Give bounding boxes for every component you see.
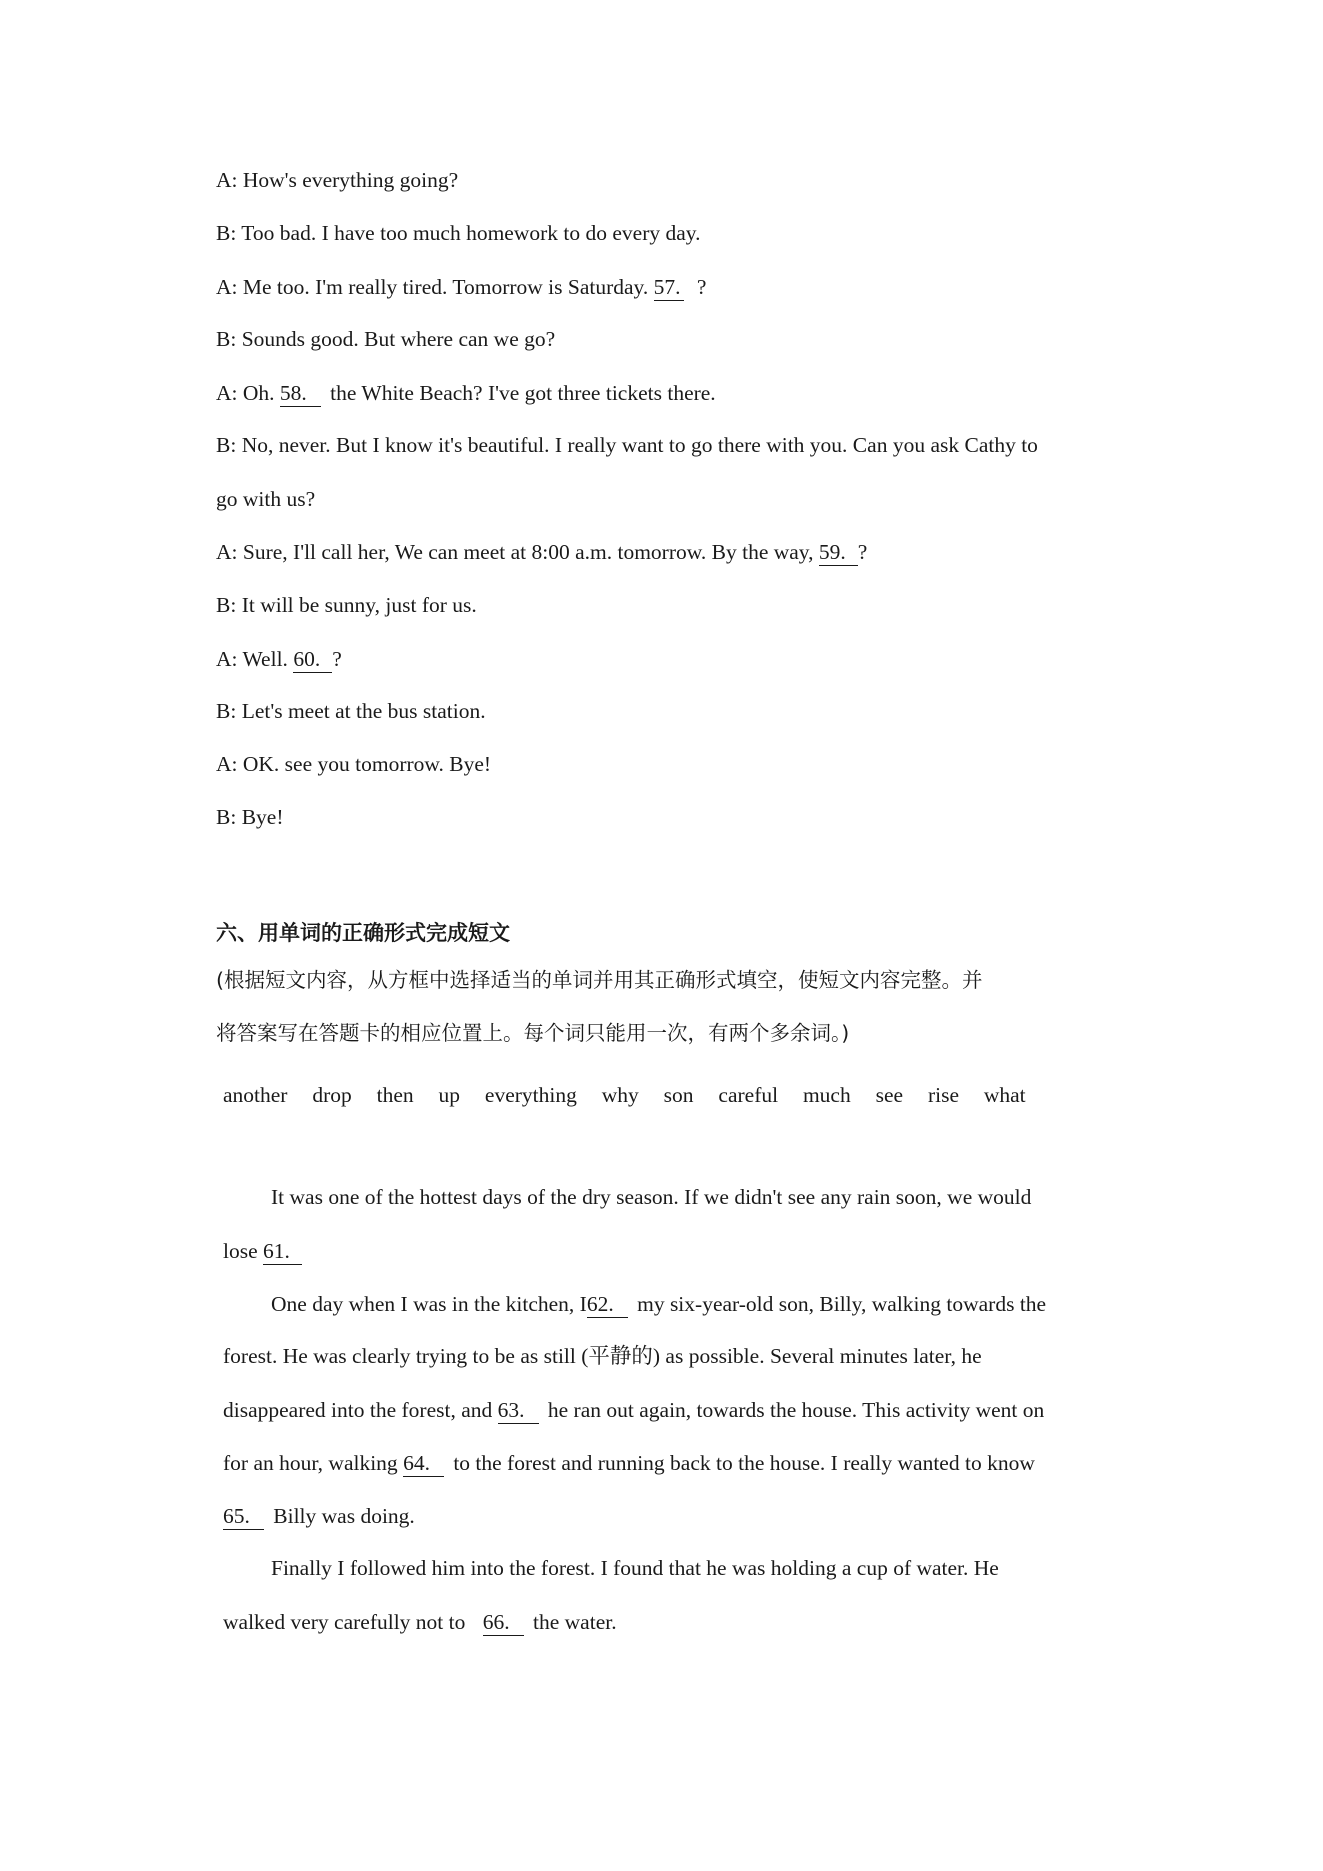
passage-text: my six-year-old son, Billy, walking towards the — [637, 1292, 1047, 1316]
passage-line-7 — [223, 1505, 415, 1530]
blank-62[interactable]: 62. — [587, 1293, 628, 1318]
dialogue-text: A: Me too. I'm really tired. Tomorrow is Saturday. — [216, 275, 649, 299]
blank-59[interactable]: 59. — [819, 541, 858, 566]
blank-64[interactable]: 64. — [403, 1452, 444, 1477]
section-heading: 六、用单词的正确形式完成短文 — [216, 921, 510, 945]
word-bank-item: drop — [312, 1083, 352, 1107]
passage-line-8: Finally I followed him into the forest. I found that he was holding a cup of water. He — [271, 1556, 999, 1580]
dialogue-line-10 — [216, 648, 342, 673]
dialogue-text: the White Beach? I've got three tickets there. — [330, 381, 716, 405]
passage-line-1: It was one of the hottest days of the dry season. If we didn't see any rain soon, we would — [271, 1185, 1032, 1209]
dialogue-text: ? — [696, 275, 707, 299]
section-instructions-1: (根据短文内容，从方框中选择适当的单词并用其正确形式填空，使短文内容完整。并 — [216, 968, 983, 992]
passage-line-9 — [223, 1611, 617, 1636]
passage-text: he ran out again, towards the house. This activity went on — [547, 1398, 1045, 1422]
dialogue-line-3 — [216, 276, 706, 301]
dialogue-line-11: B: Let's meet at the bus station. — [216, 699, 486, 723]
blank-65[interactable]: 65. — [223, 1505, 264, 1530]
word-bank-item: up — [438, 1083, 461, 1107]
dialogue-line-7: go with us? — [216, 487, 316, 511]
dialogue-text: ? — [332, 647, 342, 671]
word-bank-item: son — [663, 1083, 694, 1107]
dialogue-line-8 — [216, 541, 867, 566]
dialogue-line-2: B: Too bad. I have too much homework to do every day. — [216, 221, 701, 245]
passage-line-4: forest. He was clearly trying to be as still (平静的) as possible. Several minutes later, he — [223, 1344, 982, 1368]
blank-61[interactable]: 61. — [263, 1240, 302, 1265]
dialogue-line-13: B: Bye! — [216, 805, 284, 829]
section-instructions-2: 将答案写在答题卡的相应位置上。每个词只能用一次，有两个多余词。) — [216, 1021, 850, 1045]
blank-63[interactable]: 63. — [498, 1399, 539, 1424]
passage-text: Billy was doing. — [273, 1504, 415, 1528]
word-bank-item: careful — [718, 1083, 779, 1107]
dialogue-line-9: B: It will be sunny, just for us. — [216, 593, 477, 617]
blank-57[interactable]: 57. — [654, 276, 684, 301]
dialogue-text: A: Sure, I'll call her, We can meet at 8:00 a.m. tomorrow. By the way, — [216, 540, 814, 564]
passage-line-5 — [223, 1399, 1044, 1424]
word-bank-item: see — [875, 1083, 904, 1107]
passage-text: to the forest and running back to the house. I really wanted to know — [453, 1451, 1035, 1475]
blank-66[interactable]: 66. — [483, 1611, 524, 1636]
blank-58[interactable]: 58. — [280, 382, 321, 407]
word-bank-item: another — [223, 1083, 288, 1107]
word-bank-item: what — [983, 1083, 1026, 1107]
dialogue-text: A: Oh. — [216, 381, 275, 405]
dialogue-line-12: A: OK. see you tomorrow. Bye! — [216, 752, 492, 776]
word-bank-item: why — [601, 1083, 639, 1107]
passage-text: for an hour, walking — [223, 1451, 398, 1475]
blank-60[interactable]: 60. — [293, 648, 332, 673]
passage-line-2 — [223, 1240, 302, 1265]
word-bank-item: much — [802, 1083, 851, 1107]
dialogue-line-1: A: How's everything going? — [216, 168, 459, 192]
passage-text: One day when I was in the kitchen, I — [271, 1292, 587, 1316]
dialogue-text: A: Well. — [216, 647, 288, 671]
word-bank-item: then — [376, 1083, 414, 1107]
word-bank — [223, 1083, 1045, 1108]
passage-text: disappeared into the forest, and — [223, 1398, 493, 1422]
word-bank-item: rise — [927, 1083, 959, 1107]
dialogue-line-6: B: No, never. But I know it's beautiful. I really want to go there with you. Can you ask Cathy to — [216, 433, 1038, 457]
passage-text: lose — [223, 1239, 258, 1263]
dialogue-line-5 — [216, 382, 716, 407]
dialogue-text: ? — [857, 540, 868, 564]
word-bank-item: everything — [484, 1083, 577, 1107]
passage-line-3 — [271, 1293, 1046, 1318]
passage-text: the water. — [533, 1610, 617, 1634]
dialogue-line-4: B: Sounds good. But where can we go? — [216, 327, 556, 351]
passage-text: walked very carefully not to — [223, 1610, 466, 1634]
passage-line-6 — [223, 1452, 1035, 1477]
